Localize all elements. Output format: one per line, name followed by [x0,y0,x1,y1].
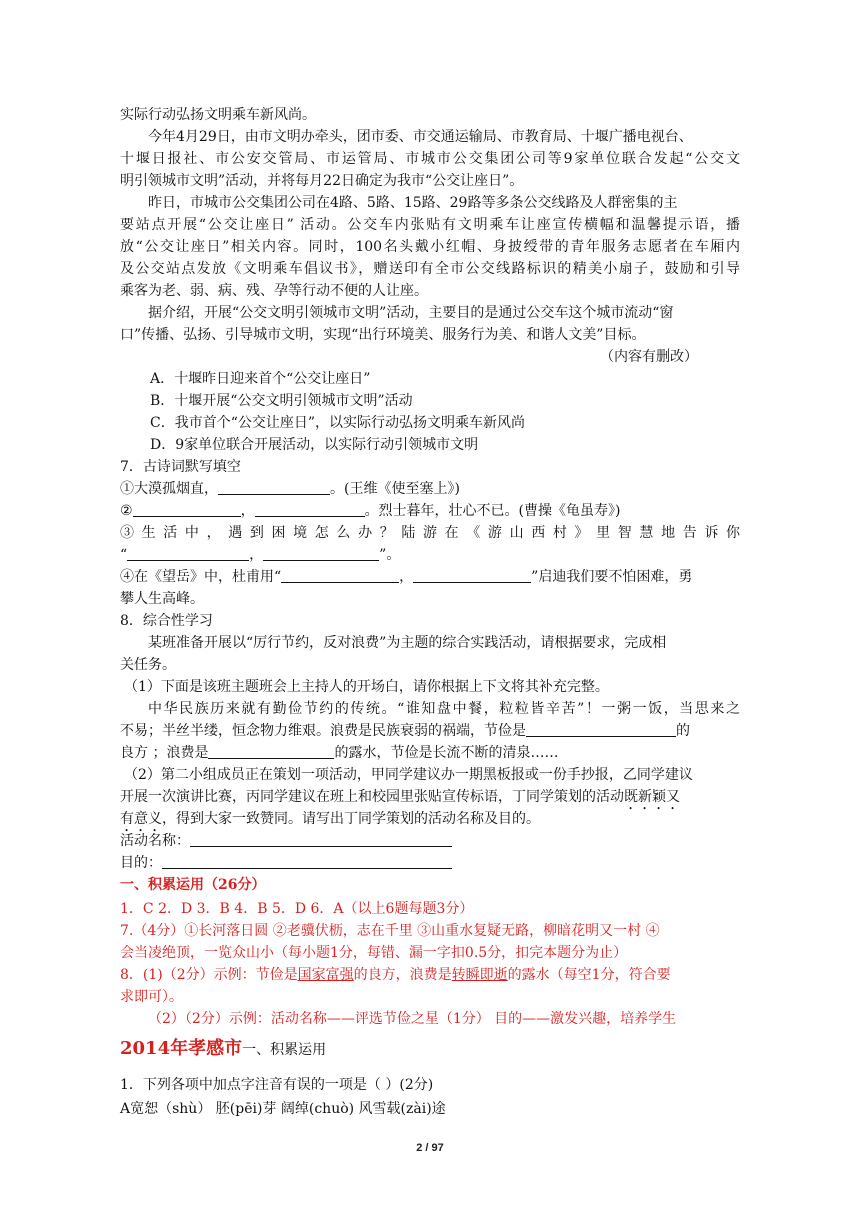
purpose-field[interactable] [162,853,452,869]
passage-line: 明引领城市文明”活动，并将每月22日确定为我市“公交让座日”。 [120,173,524,189]
answer-line: 会当凌绝顶，一览众山小（每小题1分，每错、漏一字扣0.5分，扣完本题分为止） [120,945,628,961]
opening-speech: 良方 ；浪费是 的露水，节俭是长流不断的清泉…… [120,745,559,761]
question-8-part-2-cont: 开展一次演讲比赛，丙同学建议在班上和校园里张贴宣传标语，丁同学策划的活动既新颖又 [120,789,680,805]
question-7-item-4-cont: 攀人生高峰。 [120,591,204,607]
answer-blank[interactable] [526,721,676,737]
answer-blank[interactable] [133,501,241,517]
section-heading [120,1036,326,1063]
question-7-item-2: ② ， 。烈士暮年，壮心不已。(曹操《龟虽寿》) [120,503,621,519]
option-b: B．十堰开展“公交文明引领城市文明”活动 [150,393,413,409]
answer-line: 8．(1)（2分）示例：节俭是国家富强的良方，浪费是转瞬即逝的露水（每空1分，符合要 [120,967,671,983]
answer-blank[interactable] [255,501,365,517]
passage-line: 口”传播、弘扬、引导城市文明，实现“出行环境美、服务行为美、和谐人文美”目标。 [120,327,646,343]
purpose-row [120,852,740,874]
question-7-item-3: ③生活中，遇到困境怎么办？陆游在《游山西村》里智慧地告诉你 [120,525,740,541]
passage-note: （内容有删改） [600,349,698,365]
question-8-part-1: （1）下面是该班主题班会上主持人的开场白，请你根据上下文将其补充完整。 [124,679,609,695]
question-1-option-a: A宽恕（shù） 胚(pēi)芽 阔绰(chuò) 风雪载(zài)途 [120,1101,446,1117]
item-1-source: 。(王维《使至塞上》) [330,481,460,497]
item-2-marker: ② [120,503,133,519]
answer-line: （2）（2分）示例：活动名称——评选节俭之星（1分） 目的——激发兴趣，培养学生 [148,1011,677,1027]
answer-blank[interactable] [208,743,334,759]
activity-name-row [120,830,740,852]
passage-line: 及公交站点发放《文明乘车倡议书》，赠送印有全市公交线路标识的精美小扇子，鼓励和引导 [120,261,740,277]
question-8-part-2: （2）第二小组成员正在策划一项活动，甲同学建议办一期黑板报或一份手抄报，乙同学建议 [124,767,693,783]
item-1-text: ①大漠孤烟直， [120,481,218,497]
activity-name-field[interactable] [190,831,452,847]
question-7-item-3-blanks: “ ， ”。 [120,547,401,563]
answer-blank[interactable] [263,545,379,561]
question-7-title: 7．古诗词默写填空 [120,459,241,475]
option-a: A．十堰昨日迎来首个“公交让座日” [150,371,371,387]
question-7-item-1 [120,478,740,500]
purpose-label: 目的： [120,855,162,871]
option-d: D．9家单位联合开展活动，以实际行动引领城市文明 [150,437,479,453]
item-2-source: 。烈士暮年，壮心不已。(曹操《龟虽寿》) [364,503,621,519]
page-number: 2 / 97 [416,1142,444,1154]
question-8-intro-cont: 关任务。 [120,657,176,673]
activity-name-label: 活动名称： [120,833,190,849]
passage-line: 今年4月29日，由市文明办牵头，团市委、市交通运输局、市教育局、十堰广播电视台、 [148,129,693,145]
question-1: 1．下列各项中加点字注音有误的一项是（ ）(2分) [120,1077,434,1093]
passage-line: 昨日，市城市公交集团公司在4路、5路、15路、29路等多条公交线路及人群密集的主 [148,195,678,211]
answer-blank[interactable] [127,545,249,561]
passage-line: 放“公交让座日”相关内容。同时，100名头戴小红帽、身披绶带的青年服务志愿者在车厢内 [120,239,740,255]
heading-subtitle: 一、积累运用 [242,1042,327,1058]
passage-line: 要站点开展“公交让座日” 活动。公交车内张贴有文明乘车让座宣传横幅和温馨提示语，播 [120,217,740,233]
option-c: C．我市首个“公交让座日”，以实际行动弘扬文明乘车新风尚 [150,415,526,431]
question-7-item-4: ④在《望岳》中，杜甫用“ ， ”启迪我们要不怕困难，勇 [120,569,693,585]
opening-speech: 中华民族历来就有勤俭节约的传统。“谁知盘中餐，粒粒皆辛苦”！一粥一饭，当思来之 [148,701,740,717]
answer-blank[interactable] [413,567,531,583]
answer-line: 1．C 2．D 3．B 4．B 5．D 6．A（以上6题每题3分） [120,901,474,917]
passage-line: 乘客为老、弱、病、残、孕等行动不便的人让座。 [120,283,428,299]
answer-line: 求即可）。 [120,989,183,1005]
answer-section-title: 一、积累运用（26分） [120,877,266,893]
answer-blank[interactable] [218,479,330,495]
passage-line: 据介绍，开展“公交文明引领城市文明”活动，主要目的是通过公交车这个城市流动“窗 [148,305,674,321]
question-8-title: 8．综合性学习 [120,613,213,629]
passage-line: 十堰日报社、市公安交管局、市运管局、市城市公交集团公司等9家单位联合发起“公交文 [120,151,740,167]
question-8-part-2-cont: 有意义，得到大家一致赞同。请写出丁同学策划的活动名称及目的。 [120,811,540,827]
heading-title: 2014年孝感市 [120,1038,243,1059]
answer-blank[interactable] [281,567,399,583]
answer-line: 7.（4分）①长河落日圆 ②老骥伏枥，志在千里 ③山重水复疑无路，柳暗花明又一村 ④ [120,923,660,939]
passage-line: 实际行动弘扬文明乘车新风尚。 [120,107,316,123]
question-8-intro: 某班准备开展以“厉行节约，反对浪费”为主题的综合实践活动，请根据要求，完成相 [148,635,667,651]
opening-speech: 不易；半丝半缕，恒念物力维艰。浪费是民族衰弱的祸端，节俭是 的 [120,723,690,739]
